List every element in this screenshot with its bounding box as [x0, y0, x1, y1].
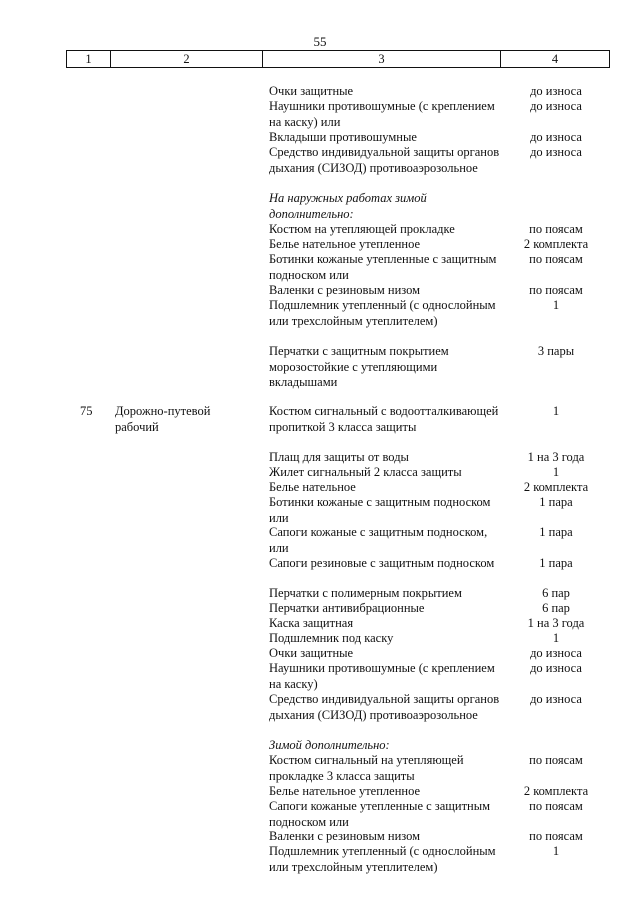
- item-qty: до износа: [530, 145, 582, 159]
- table-header: [66, 50, 610, 68]
- item-name: Каска защитная: [269, 616, 354, 630]
- item-qty: 1 на 3 года: [527, 616, 585, 630]
- item-name: Перчатки антивибрационные: [269, 601, 425, 615]
- item-qty: 3 пары: [537, 344, 575, 358]
- item-qty: по поясам: [529, 252, 583, 266]
- item-qty: по поясам: [529, 222, 583, 236]
- item-qty: 1: [552, 844, 560, 858]
- item-qty: 6 пар: [542, 586, 570, 600]
- section-subheading: На наружных работах зимой дополнительно:: [269, 191, 427, 221]
- item-name: Белье нательное утепленное: [269, 784, 421, 798]
- item-qty: 1 пара: [539, 525, 573, 539]
- item-name: Сапоги кожаные утепленные с защитным подноском или: [269, 799, 491, 829]
- item-qty: 2 комплекта: [523, 237, 589, 251]
- item-name: Перчатки с защитным покрытием морозостойкие с утепляющими вкладышами: [269, 344, 449, 389]
- item-name: Ботинки кожаные с защитным подноском или: [269, 495, 491, 525]
- item-name: Подшлемник утепленный (с однослойным или трехслойным утеплителем): [269, 844, 496, 874]
- header-col-4: 4: [551, 52, 559, 66]
- item-qty: 1: [552, 404, 560, 418]
- item-name: Подшлемник утепленный (с однослойным или трехслойным утеплителем): [269, 298, 496, 328]
- header-col-3: 3: [263, 51, 501, 67]
- item-qty: 1: [552, 631, 560, 645]
- item-qty: до износа: [530, 646, 582, 660]
- item-name: Сапоги резиновые с защитным подноском: [269, 556, 495, 570]
- item-qty: до износа: [530, 692, 582, 706]
- item-name: Костюм на утепляющей прокладке: [269, 222, 455, 236]
- item-qty: 6 пар: [542, 601, 570, 615]
- item-qty: по поясам: [529, 283, 583, 297]
- item-name: Белье нательное утепленное: [269, 237, 421, 251]
- item-qty: 2 комплекта: [523, 784, 589, 798]
- item-name: Сапоги кожаные с защитным подноском, или: [269, 525, 488, 555]
- profession-name: Дорожно-путевой рабочий: [115, 404, 211, 434]
- item-name: Наушники противошумные (с креплением на каску) или: [269, 99, 495, 129]
- row-number: 75: [80, 404, 93, 418]
- item-name: Белье нательное: [269, 480, 356, 494]
- item-name: Перчатки с полимерным покрытием: [269, 586, 462, 600]
- header-col-1: 1: [67, 51, 111, 67]
- item-qty: 1: [552, 465, 560, 479]
- item-name: Средство индивидуальной защиты органов дыхания (СИЗОД) противоаэрозольное: [269, 692, 500, 722]
- item-name: Плащ для защиты от воды: [269, 450, 409, 464]
- item-name: Средство индивидуальной защиты органов дыхания (СИЗОД) противоаэрозольное: [269, 145, 500, 175]
- item-qty: до износа: [530, 661, 582, 675]
- header-col-2: 2: [111, 51, 263, 67]
- item-qty: по поясам: [529, 799, 583, 813]
- item-name: Очки защитные: [269, 84, 354, 98]
- item-name: Ботинки кожаные утепленные с защитным подноском или: [269, 252, 497, 282]
- item-name: Валенки с резиновым низом: [269, 283, 421, 297]
- item-name: Костюм сигнальный на утепляющей прокладке 3 класса защиты: [269, 753, 464, 783]
- page-number: 55: [313, 34, 327, 49]
- item-qty: до износа: [530, 84, 582, 98]
- item-name: Наушники противошумные (с креплением на каску): [269, 661, 495, 691]
- item-qty: 1 пара: [539, 495, 573, 509]
- item-name: Жилет сигнальный 2 класса защиты: [269, 465, 462, 479]
- item-name: Вкладыши противошумные: [269, 130, 417, 144]
- item-name: Валенки с резиновым низом: [269, 829, 421, 843]
- item-qty: 1: [552, 298, 560, 312]
- item-qty: по поясам: [529, 829, 583, 843]
- item-qty: 1 пара: [539, 556, 573, 570]
- item-name: Костюм сигнальный с водоотталкивающей пропиткой 3 класса защиты: [269, 404, 499, 434]
- section-subheading: Зимой дополнительно:: [269, 738, 390, 752]
- item-name: Очки защитные: [269, 646, 354, 660]
- item-qty: по поясам: [529, 753, 583, 767]
- item-qty: до износа: [530, 130, 582, 144]
- item-qty: до износа: [530, 99, 582, 113]
- item-name: Подшлемник под каску: [269, 631, 394, 645]
- item-qty: 1 на 3 года: [527, 450, 585, 464]
- item-qty: 2 комплекта: [523, 480, 589, 494]
